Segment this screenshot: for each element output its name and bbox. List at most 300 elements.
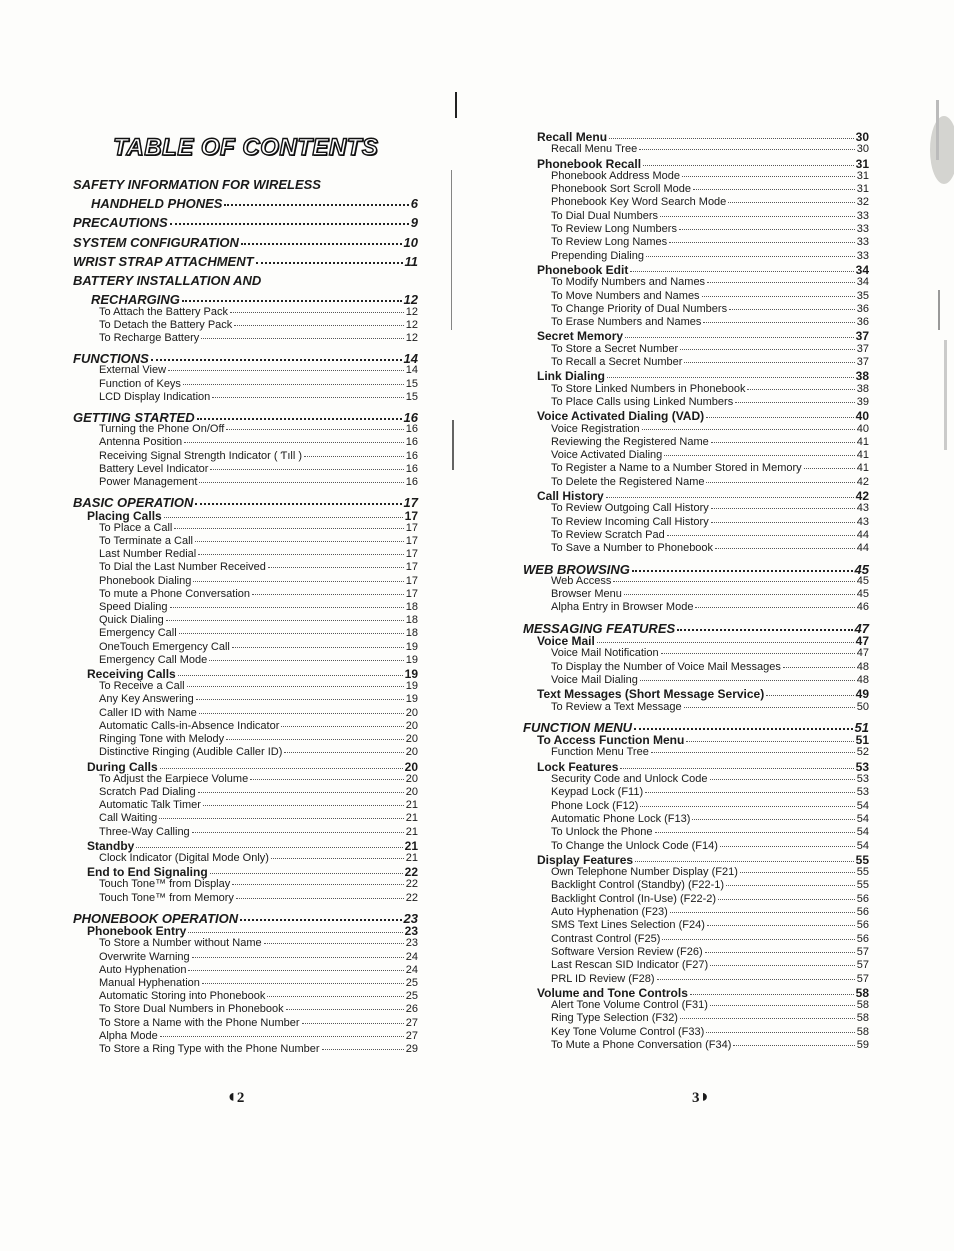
toc-entry	[551, 974, 869, 985]
toc-entry-page: 54	[856, 840, 869, 852]
toc-entry	[99, 628, 418, 639]
dot-leader	[304, 456, 404, 457]
toc-entry	[551, 662, 869, 673]
toc-entry-label: Function of Keys	[99, 378, 181, 390]
toc-entry	[99, 320, 418, 331]
dot-leader	[635, 861, 854, 862]
dot-leader	[607, 377, 854, 378]
dot-leader	[705, 952, 855, 953]
dot-leader	[620, 768, 853, 769]
toc-entry-label: SAFETY INFORMATION FOR WIRELESS	[73, 177, 321, 192]
dot-leader	[178, 675, 403, 676]
dot-leader	[646, 256, 855, 257]
toc-entry	[99, 681, 418, 692]
dot-leader	[182, 300, 402, 302]
toc-entry	[551, 702, 869, 713]
toc-entry-label: Auto Hyphenation	[99, 964, 187, 976]
dot-leader	[195, 541, 404, 542]
toc-entry-label: To Move Numbers and Names	[551, 290, 700, 302]
toc-entry-label: Display Features	[537, 853, 634, 867]
dot-leader	[284, 752, 403, 753]
toc-entry	[537, 131, 869, 143]
toc-entry-page: 48	[856, 674, 869, 686]
toc-entry-label: To Store a Ring Type with the Phone Number	[99, 1043, 320, 1055]
toc-entry	[73, 496, 418, 509]
toc-entry	[551, 317, 869, 328]
dot-leader	[271, 858, 404, 859]
toc-entry	[551, 602, 869, 613]
toc-entry-page: 11	[404, 254, 418, 269]
toc-entry	[99, 1044, 418, 1055]
toc-entry-label: WRIST STRAP ATTACHMENT	[73, 254, 254, 269]
toc-entry	[99, 721, 418, 732]
dot-leader	[166, 620, 404, 621]
toc-entry-label: To Register a Name to a Number Stored in Memory	[551, 462, 802, 474]
toc-entry-label: Emergency Call	[99, 627, 177, 639]
dot-leader	[651, 752, 855, 753]
dot-leader	[664, 455, 854, 456]
dot-leader	[201, 338, 403, 339]
toc-entry	[87, 925, 418, 937]
toc-entry-page: 58	[856, 1012, 869, 1024]
toc-entry-page: 19	[405, 641, 418, 653]
toc-entry	[537, 734, 869, 746]
toc-entry	[551, 277, 869, 288]
toc-entry	[551, 1000, 869, 1011]
toc-entry-page: 33	[856, 223, 869, 235]
toc-entry-label: Prepending Dialing	[551, 250, 644, 262]
toc-entry-page: 16	[405, 463, 418, 475]
toc-entry-label: Alpha Mode	[99, 1030, 158, 1042]
toc-entry	[551, 384, 869, 395]
toc-entry-page: 32	[856, 196, 869, 208]
toc-entry	[551, 224, 869, 235]
toc-entry-page: 47	[854, 621, 869, 636]
dot-leader	[702, 296, 855, 297]
toc-entry-page: 16	[405, 476, 418, 488]
toc-entry-label: To Delete the Registered Name	[551, 476, 705, 488]
toc-entry	[551, 814, 869, 825]
toc-entry-label: To Display the Number of Voice Mail Messages	[551, 661, 781, 673]
toc-entry-label: Security Code and Unlock Code	[551, 773, 708, 785]
page-title: TABLE OF CONTENTS	[113, 134, 379, 161]
toc-entry-page: 27	[405, 1017, 418, 1029]
toc-entry-label: Secret Memory	[537, 329, 624, 343]
dot-leader	[256, 262, 403, 264]
toc-entry-label: Manual Hyphenation	[99, 977, 200, 989]
toc-entry	[537, 264, 869, 276]
toc-entry-label: Last Rescan SID Indicator (F27)	[551, 959, 709, 971]
toc-entry	[99, 562, 418, 573]
toc-entry-page: 46	[856, 601, 869, 613]
dot-leader	[226, 429, 403, 430]
toc-entry-label: Voice Activated Dialing (VAD)	[537, 409, 705, 423]
toc-entry-label: Contrast Control (F25)	[551, 933, 661, 945]
toc-entry-label: To Dial Dual Numbers	[551, 210, 658, 222]
toc-entry	[99, 379, 418, 390]
toc-entry	[537, 854, 869, 866]
dot-leader	[747, 389, 854, 390]
dot-leader	[693, 189, 855, 190]
toc-entry-page: 40	[855, 409, 869, 423]
dot-leader	[151, 359, 402, 361]
toc-entry	[551, 463, 869, 474]
dot-leader	[597, 642, 854, 643]
toc-entry-page: 29	[405, 1043, 418, 1055]
toc-entry	[99, 734, 418, 745]
toc-entry-page: 43	[856, 502, 869, 514]
toc-entry-page: 16	[405, 450, 418, 462]
toc-entry-page: 36	[856, 316, 869, 328]
toc-entry-label: Text Messages (Short Message Service)	[537, 687, 765, 701]
toc-entry	[91, 197, 418, 210]
toc-entry-label: To Attach the Battery Pack	[99, 306, 229, 318]
toc-entry-label: Link Dialing	[537, 369, 606, 383]
toc-entry	[99, 827, 418, 838]
toc-entry-page: 21	[405, 812, 418, 824]
toc-entry-label: Key Tone Volume Control (F33)	[551, 1026, 705, 1038]
toc-entry-page: 33	[856, 210, 869, 222]
toc-entry	[99, 708, 418, 719]
toc-entry-page: 24	[405, 951, 418, 963]
dot-leader	[783, 667, 855, 668]
toc-entry-page: 21	[405, 826, 418, 838]
dot-leader	[684, 707, 855, 708]
toc-entry-page: 33	[856, 250, 869, 262]
toc-entry-page: 56	[856, 906, 869, 918]
toc-entry	[99, 602, 418, 613]
toc-entry-label: Voice Activated Dialing	[551, 449, 663, 461]
toc-entry	[551, 503, 869, 514]
toc-entry-label: Phonebook Sort Scroll Mode	[551, 183, 692, 195]
toc-entry	[551, 907, 869, 918]
toc-entry-label: Distinctive Ringing (Audible Caller ID)	[99, 746, 283, 758]
toc-entry-label: LCD Display Indication	[99, 391, 211, 403]
toc-entry	[99, 392, 418, 403]
toc-entry-label: PRL ID Review (F28)	[551, 973, 655, 985]
toc-entry-page: 20	[405, 733, 418, 745]
toc-entry-page: 20	[405, 773, 418, 785]
toc-entry-label: To mute a Phone Conversation	[99, 588, 251, 600]
toc-entry-page: 56	[856, 893, 869, 905]
toc-entry	[551, 450, 869, 461]
toc-entry-label: To Review Long Names	[551, 236, 668, 248]
toc-entry	[551, 934, 869, 945]
toc-entry-page: 12	[405, 306, 418, 318]
toc-entry	[99, 536, 418, 547]
dot-leader	[252, 594, 404, 595]
toc-entry-page: 43	[856, 516, 869, 528]
dot-leader	[680, 1018, 855, 1019]
dot-leader	[164, 517, 403, 518]
toc-entry-page: 21	[405, 799, 418, 811]
toc-entry-page: 49	[855, 687, 869, 701]
page-corner-icon: ◗	[699, 1086, 711, 1106]
toc-entry	[99, 938, 418, 949]
toc-entry	[551, 543, 869, 554]
toc-entry	[537, 410, 869, 422]
left-page-number: ◖2	[226, 1086, 245, 1106]
dot-leader	[241, 243, 402, 245]
dot-leader	[711, 508, 855, 509]
page-gutter-line-lower	[452, 420, 454, 470]
toc-entry	[87, 510, 418, 522]
toc-entry-label: Backlight Control (Standby) (F22-1)	[551, 879, 725, 891]
toc-entry-label: Automatic Talk Timer	[99, 799, 201, 811]
toc-entry-page: 16	[403, 410, 418, 425]
toc-entry-page: 53	[855, 760, 869, 774]
toc-entry	[551, 947, 869, 958]
dot-leader	[230, 312, 404, 313]
toc-entry	[551, 344, 869, 355]
toc-entry-label: Turning the Phone On/Off	[99, 423, 225, 435]
dot-leader	[322, 1049, 404, 1050]
toc-entry-label: Scratch Pad Dialing	[99, 786, 196, 798]
toc-entry-label: End to End Signaling	[87, 865, 208, 879]
dot-leader	[240, 919, 401, 921]
toc-entry-label: To Access Function Menu	[537, 733, 685, 747]
toc-entry-label: Keypad Lock (F11)	[551, 786, 644, 798]
dot-leader	[202, 983, 404, 984]
toc-entry-page: 56	[856, 933, 869, 945]
dot-leader	[136, 847, 402, 848]
toc-entry	[99, 1018, 418, 1029]
toc-entry-page: 31	[856, 183, 869, 195]
toc-entry-label: Browser Menu	[551, 588, 622, 600]
toc-entry-page: 33	[856, 236, 869, 248]
dot-leader	[624, 594, 855, 595]
toc-entry	[551, 1013, 869, 1024]
toc-entry-page: 58	[856, 999, 869, 1011]
toc-entry-label: FUNCTION MENU	[523, 720, 633, 735]
toc-entry-page: 20	[405, 746, 418, 758]
toc-entry	[99, 991, 418, 1002]
toc-entry-page: 22	[405, 878, 418, 890]
toc-entry	[99, 437, 418, 448]
dot-leader	[192, 832, 404, 833]
toc-entry	[87, 668, 418, 680]
toc-entry	[551, 576, 869, 587]
dot-leader	[198, 792, 404, 793]
toc-entry	[99, 978, 418, 989]
toc-entry-label: Voice Mail Notification	[551, 647, 659, 659]
toc-entry	[551, 747, 869, 758]
toc-entry-page: 12	[405, 319, 418, 331]
dot-leader	[210, 469, 403, 470]
dot-leader	[642, 429, 855, 430]
dot-leader	[680, 349, 855, 350]
toc-entry-page: 30	[855, 130, 869, 144]
dot-leader	[183, 384, 404, 385]
toc-entry-label: Web Access	[551, 575, 612, 587]
toc-entry-label: Clock Indicator (Digital Mode Only)	[99, 852, 269, 864]
toc-entry-page: 31	[856, 170, 869, 182]
dot-leader	[196, 699, 404, 700]
toc-entry-label: Quick Dialing	[99, 614, 164, 626]
toc-entry-label: To Review Scratch Pad	[551, 529, 665, 541]
dot-leader	[639, 149, 855, 150]
toc-entry	[537, 370, 869, 382]
dot-leader	[686, 741, 853, 742]
toc-entry	[551, 251, 869, 262]
dot-leader	[729, 309, 855, 310]
toc-entry-label: To Place a Call	[99, 522, 173, 534]
toc-entry	[551, 517, 869, 528]
toc-entry-page: 22	[404, 865, 418, 879]
toc-entry	[551, 211, 869, 222]
dot-leader	[630, 271, 853, 272]
toc-entry-label: To Change the Unlock Code (F14)	[551, 840, 718, 852]
dot-leader	[159, 818, 403, 819]
toc-entry-page: 45	[856, 588, 869, 600]
toc-entry-label: To Unlock the Phone	[551, 826, 653, 838]
toc-entry-label: Receiving Calls	[87, 667, 176, 681]
toc-entry-page: 17	[404, 509, 418, 523]
binding-shadow-icon	[914, 90, 954, 470]
dot-leader	[695, 607, 854, 608]
dot-leader	[160, 768, 403, 769]
dot-leader	[210, 873, 403, 874]
dot-leader	[267, 996, 403, 997]
toc-entry-label: Phone Lock (F12)	[551, 800, 639, 812]
dot-leader	[661, 653, 855, 654]
toc-entry-page: 12	[403, 292, 418, 307]
dot-leader	[184, 442, 404, 443]
toc-entry	[551, 304, 869, 315]
toc-entry-page: 17	[405, 575, 418, 587]
toc-entry	[551, 437, 869, 448]
dot-leader	[684, 362, 854, 363]
toc-entry	[99, 813, 418, 824]
toc-entry	[99, 1031, 418, 1042]
toc-entry-page: 44	[856, 542, 869, 554]
toc-entry-page: 10	[403, 235, 418, 250]
dot-leader	[733, 1045, 854, 1046]
toc-entry	[87, 840, 418, 852]
toc-entry	[73, 216, 418, 229]
dot-leader	[706, 482, 854, 483]
toc-entry-page: 18	[405, 601, 418, 613]
toc-entry-label: Phonebook Key Word Search Mode	[551, 196, 727, 208]
toc-entry-label: Own Telephone Number Display (F21)	[551, 866, 738, 878]
toc-entry	[99, 615, 418, 626]
toc-entry	[99, 774, 418, 785]
toc-entry-page: 15	[405, 391, 418, 403]
toc-entry-label: BASIC OPERATION	[73, 495, 194, 510]
toc-entry-page: 47	[855, 634, 869, 648]
toc-entry-label: Any Key Answering	[99, 693, 194, 705]
toc-entry-page: 23	[404, 924, 418, 938]
toc-entry-page: 55	[855, 853, 869, 867]
toc-entry	[551, 530, 869, 541]
toc-entry-label: Automatic Storing into Phonebook	[99, 990, 266, 1002]
dot-leader	[662, 939, 854, 940]
toc-entry-label: To Modify Numbers and Names	[551, 276, 706, 288]
toc-entry-page: 54	[856, 800, 869, 812]
toc-entry	[537, 158, 869, 170]
toc-entry-page: 41	[856, 449, 869, 461]
toc-entry-label: Phonebook Recall	[537, 157, 642, 171]
toc-entry	[99, 655, 418, 666]
toc-entry-page: 53	[856, 786, 869, 798]
toc-entry-page: 34	[856, 276, 869, 288]
toc-entry-page: 44	[856, 529, 869, 541]
toc-entry-page: 45	[856, 575, 869, 587]
toc-entry	[99, 787, 418, 798]
dot-leader	[706, 1032, 854, 1033]
toc-entry-label: External View	[99, 364, 167, 376]
toc-entry	[99, 576, 418, 587]
toc-entry-page: 51	[855, 733, 869, 747]
toc-entry	[551, 397, 869, 408]
toc-entry	[551, 960, 869, 971]
dot-leader	[170, 607, 404, 608]
toc-entry	[99, 952, 418, 963]
dot-leader	[236, 898, 404, 899]
dot-leader	[711, 522, 855, 523]
toc-entry-page: 16	[405, 423, 418, 435]
dot-leader	[198, 554, 404, 555]
toc-entry-page: 47	[856, 647, 869, 659]
toc-entry-page: 57	[856, 946, 869, 958]
dot-leader	[168, 370, 404, 371]
toc-entry	[87, 866, 418, 878]
toc-entry-page: 38	[856, 383, 869, 395]
toc-entry-label: WEB BROWSING	[523, 562, 630, 577]
toc-entry-label: GETTING STARTED	[73, 410, 195, 425]
toc-entry-label: FUNCTIONS	[73, 351, 149, 366]
toc-entry-label: To Store Linked Numbers in Phonebook	[551, 383, 746, 395]
toc-entry	[99, 642, 418, 653]
dot-leader	[232, 884, 404, 885]
toc-entry-page: 20	[405, 707, 418, 719]
dot-leader	[281, 726, 403, 727]
toc-entry	[551, 841, 869, 852]
toc-entry-page: 21	[404, 839, 418, 853]
dot-leader	[720, 846, 855, 847]
toc-entry-page: 20	[404, 760, 418, 774]
toc-entry	[537, 688, 869, 700]
dot-leader	[690, 994, 854, 995]
toc-entry-page: 17	[403, 495, 418, 510]
toc-entry-page: 17	[405, 588, 418, 600]
toc-entry-label: Three-Way Calling	[99, 826, 190, 838]
dot-leader	[692, 819, 854, 820]
toc-entry	[551, 880, 869, 891]
toc-entry-page: 37	[856, 343, 869, 355]
toc-entry	[99, 424, 418, 435]
toc-entry-label: To Review Outgoing Call History	[551, 502, 709, 514]
toc-entry-label: Function Menu Tree	[551, 746, 649, 758]
dot-leader	[606, 497, 854, 498]
toc-entry-label: To Store a Number without Name	[99, 937, 262, 949]
toc-entry-page: 23	[403, 911, 418, 926]
toc-entry-label: To Detach the Battery Pack	[99, 319, 233, 331]
dot-leader	[224, 204, 408, 206]
toc-entry-page: 26	[405, 1003, 418, 1015]
dot-leader	[302, 1023, 404, 1024]
toc-entry-label: To Review Long Numbers	[551, 223, 677, 235]
toc-entry-label: Receiving Signal Strength Indicator ( Ƭıll )	[99, 450, 302, 462]
toc-entry	[537, 490, 869, 502]
toc-entry-label: Recall Menu	[537, 130, 608, 144]
dot-leader	[268, 567, 404, 568]
dot-leader	[195, 503, 401, 505]
toc-entry-label: Phonebook Address Mode	[551, 170, 681, 182]
toc-entry	[551, 801, 869, 812]
dot-leader	[632, 570, 853, 572]
toc-entry-label: Last Number Redial	[99, 548, 197, 560]
